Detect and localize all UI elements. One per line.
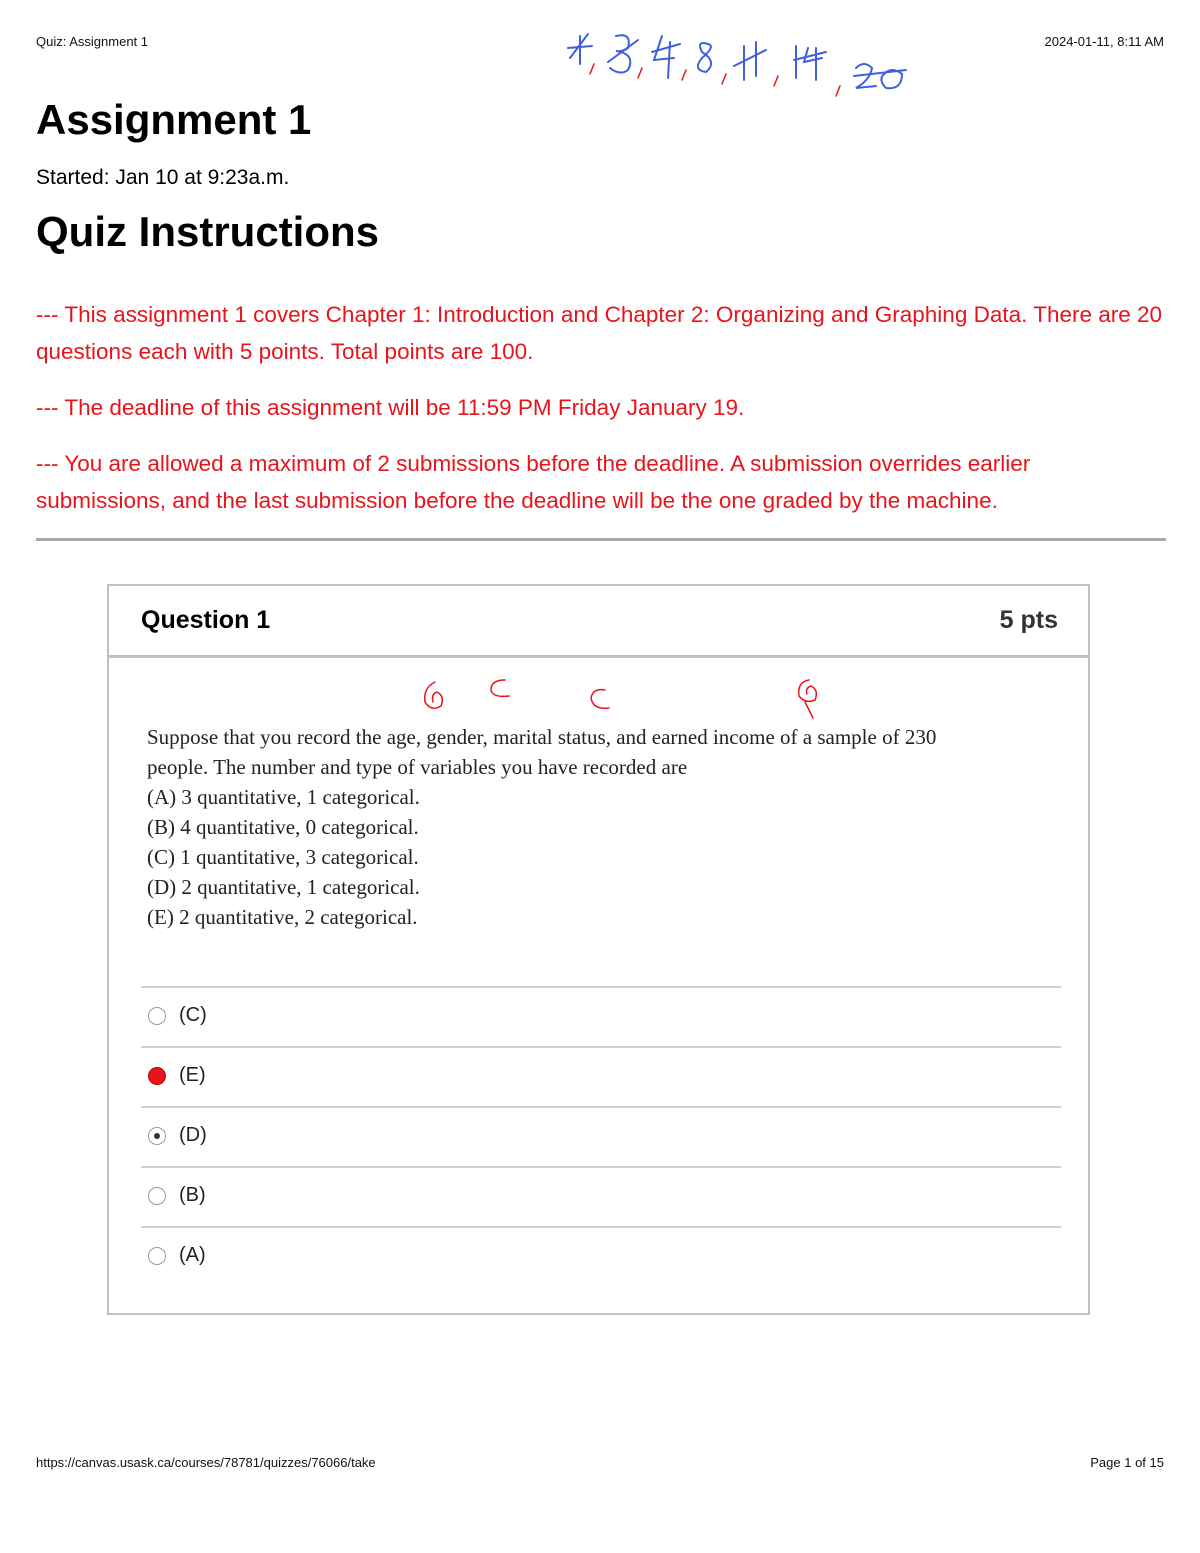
- pdf-header-title: Quiz: Assignment 1: [36, 34, 148, 49]
- instruction-item: --- You are allowed a maximum of 2 submissions before the deadline. A submission overrides earlier submissions, and the last submission before the deadline will be the one graded by the machine.: [36, 451, 1031, 513]
- quiz-instructions: [36, 296, 1166, 538]
- question-title: Question 1: [141, 606, 271, 634]
- handwritten-question-numbers: [558, 18, 928, 108]
- pdf-header-datetime: 2024-01-11, 8:11 AM: [1044, 34, 1164, 49]
- started-time: Started: Jan 10 at 9:23a.m.: [36, 166, 290, 189]
- radio-button[interactable]: [148, 1247, 166, 1265]
- question-text-line: people. The number and type of variables you have recorded are: [147, 755, 688, 779]
- answer-label: (E): [179, 1064, 206, 1086]
- answer-label: (A): [179, 1244, 206, 1266]
- question-option-text: (C) 1 quantitative, 3 categorical.: [147, 845, 419, 869]
- section-divider: [36, 538, 1166, 541]
- question-header: [109, 586, 1088, 658]
- handwritten-answer-marks: [409, 676, 859, 726]
- radio-button[interactable]: [148, 1187, 166, 1205]
- answer-label: (C): [179, 1004, 207, 1026]
- page-title: Assignment 1: [36, 96, 312, 143]
- question-text: [147, 722, 1067, 932]
- question-option-text: (A) 3 quantitative, 1 categorical.: [147, 785, 420, 809]
- answer-option-e[interactable]: [141, 1046, 1061, 1106]
- answer-option-b[interactable]: [141, 1166, 1061, 1226]
- answer-label: (B): [179, 1184, 206, 1206]
- pdf-footer-page: Page 1 of 15: [1090, 1455, 1164, 1470]
- radio-button-marked[interactable]: [148, 1067, 166, 1085]
- answer-label: (D): [179, 1124, 207, 1146]
- answer-option-a[interactable]: [141, 1226, 1061, 1286]
- question-card: [107, 584, 1090, 1315]
- instructions-heading: Quiz Instructions: [36, 208, 380, 255]
- instruction-item: --- This assignment 1 covers Chapter 1: Introduction and Chapter 2: Organizing and Graphing Data. There are 20 questions each with 5 points. Total points are 100.: [36, 302, 1163, 364]
- question-text-line: Suppose that you record the age, gender, marital status, and earned income of a sample of 230: [147, 725, 937, 749]
- question-option-text: (E) 2 quantitative, 2 categorical.: [147, 905, 418, 929]
- answer-list: [141, 986, 1061, 1286]
- instruction-item: --- The deadline of this assignment will be 11:59 PM Friday January 19.: [36, 395, 745, 420]
- question-points: 5 pts: [999, 606, 1058, 634]
- question-option-text: (B) 4 quantitative, 0 categorical.: [147, 815, 419, 839]
- pdf-footer-url: https://canvas.usask.ca/courses/78781/quizzes/76066/take: [36, 1455, 376, 1470]
- radio-button[interactable]: [148, 1007, 166, 1025]
- answer-option-d[interactable]: [141, 1106, 1061, 1166]
- question-option-text: (D) 2 quantitative, 1 categorical.: [147, 875, 420, 899]
- answer-option-c[interactable]: [141, 986, 1061, 1046]
- radio-button-selected[interactable]: [148, 1127, 166, 1145]
